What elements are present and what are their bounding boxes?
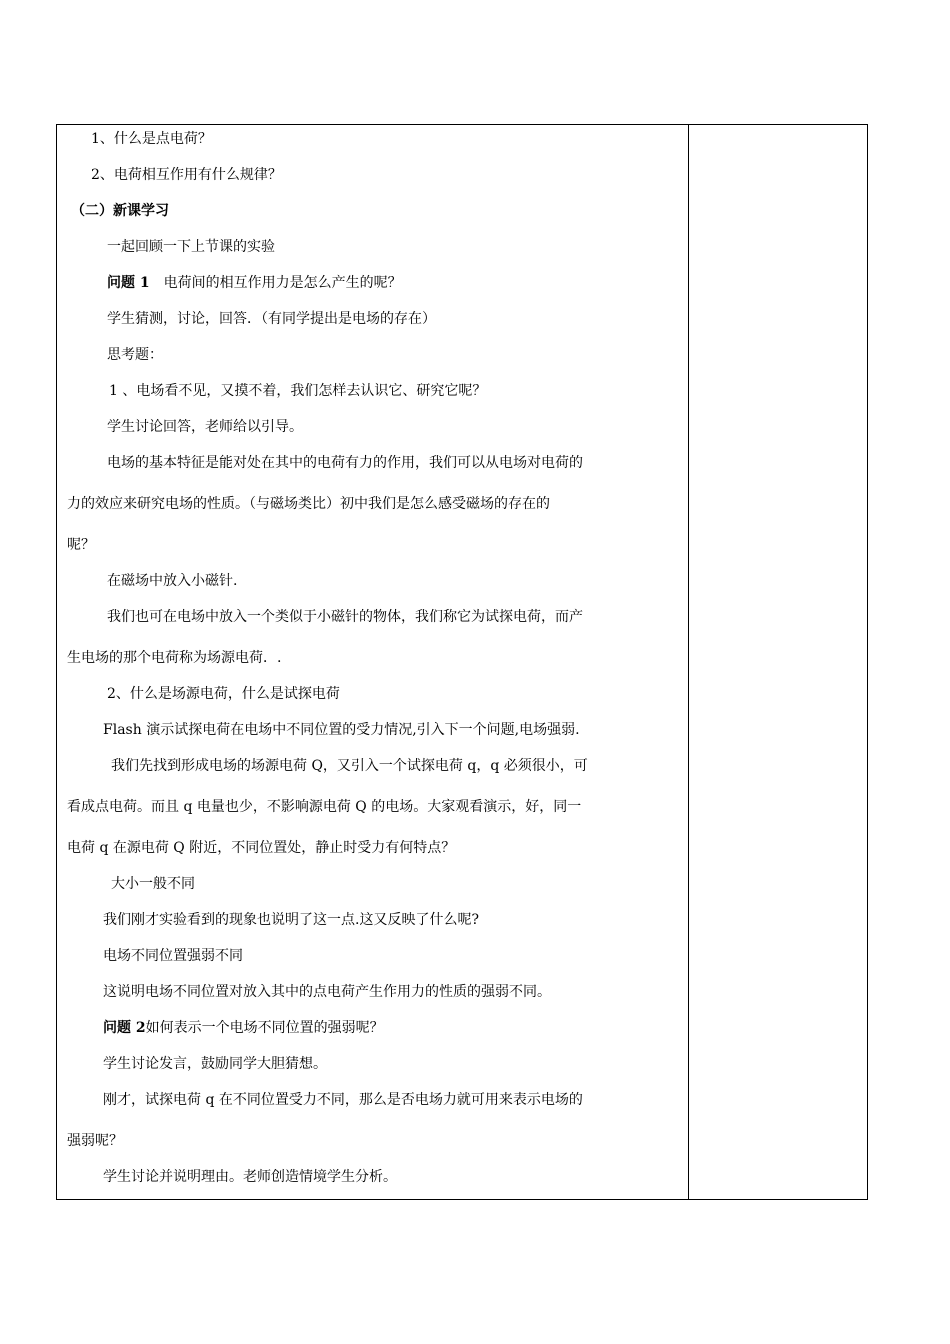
para3-line3: 电荷 q 在源电荷 Q 附近，不同位置处，静止时受力有何特点？ xyxy=(67,840,456,856)
think-question-1: 1 、电场看不见，又摸不着，我们怎样去认识它、研究它呢？ xyxy=(109,383,487,399)
para4-line1: 刚才，试探电荷 q 在不同位置受力不同，那么是否电场力就可用来表示电场的 xyxy=(103,1092,583,1108)
student-speak: 学生讨论发言，鼓励同学大胆猜想。 xyxy=(103,1056,327,1072)
explain-text: 这说明电场不同位置对放入其中的点电荷产生作用力的性质的强弱不同。 xyxy=(103,984,551,1000)
problem-2-label: 问题 2 xyxy=(103,1020,146,1036)
think-question-2: 2、什么是场源电荷，什么是试探电荷 xyxy=(107,686,340,702)
flash-demo: Flash 演示试探电荷在电场中不同位置的受力情况,引入下一个问题,电场强弱. xyxy=(103,722,580,738)
para2-line1: 我们也可在电场中放入一个类似于小磁针的物体，我们称它为试探电荷，而产 xyxy=(107,609,583,625)
notes-cell xyxy=(689,125,867,1199)
field-difference: 电场不同位置强弱不同 xyxy=(103,948,243,964)
review-text: 一起回顾一下上节课的实验 xyxy=(107,239,275,255)
para3-line1: 我们先找到形成电场的场源电荷 Q，又引入一个试探电荷 q，q 必须很小，可 xyxy=(111,758,588,774)
question-2: 2、电荷相互作用有什么规律？ xyxy=(91,167,282,183)
para1-line3: 呢？ xyxy=(67,537,95,553)
problem-2-text: 如何表示一个电场不同位置的强弱呢？ xyxy=(145,1020,384,1036)
discuss-answer: 学生讨论回答，老师给以引导。 xyxy=(107,419,303,435)
problem-1-label: 问题 1 xyxy=(107,275,150,291)
final-text: 学生讨论并说明理由。老师创造情境学生分析。 xyxy=(103,1169,397,1185)
answer-size: 大小一般不同 xyxy=(111,876,195,892)
para3-line2: 看成点电荷。而且 q 电量也少，不影响源电荷 Q 的电场。大家观看演示，好，同一 xyxy=(67,799,582,815)
lesson-content-cell xyxy=(57,125,688,1199)
magnet-text: 在磁场中放入小磁针. xyxy=(107,573,238,589)
problem-1 xyxy=(107,274,402,292)
para2-line2: 生电场的那个电荷称为场源电荷．. xyxy=(67,650,282,666)
question-1: 1、什么是点电荷？ xyxy=(91,131,212,147)
think-label: 思考题： xyxy=(107,347,163,363)
para1-line1: 电场的基本特征是能对处在其中的电荷有力的作用，我们可以从电场对电荷的 xyxy=(107,455,583,471)
problem-2 xyxy=(103,1019,384,1037)
student-guess: 学生猜测，讨论，回答．（有同学提出是电场的存在） xyxy=(107,311,436,327)
lesson-table xyxy=(56,124,868,1200)
reflect-text: 我们刚才实验看到的现象也说明了这一点.这又反映了什么呢? xyxy=(103,912,479,928)
para4-line2: 强弱呢？ xyxy=(67,1133,123,1149)
section-heading: （二）新课学习 xyxy=(71,203,169,219)
problem-1-text: 电荷间的相互作用力是怎么产生的呢？ xyxy=(149,275,402,291)
para1-line2: 力的效应来研究电场的性质。（与磁场类比）初中我们是怎么感受磁场的存在的 xyxy=(67,496,550,512)
